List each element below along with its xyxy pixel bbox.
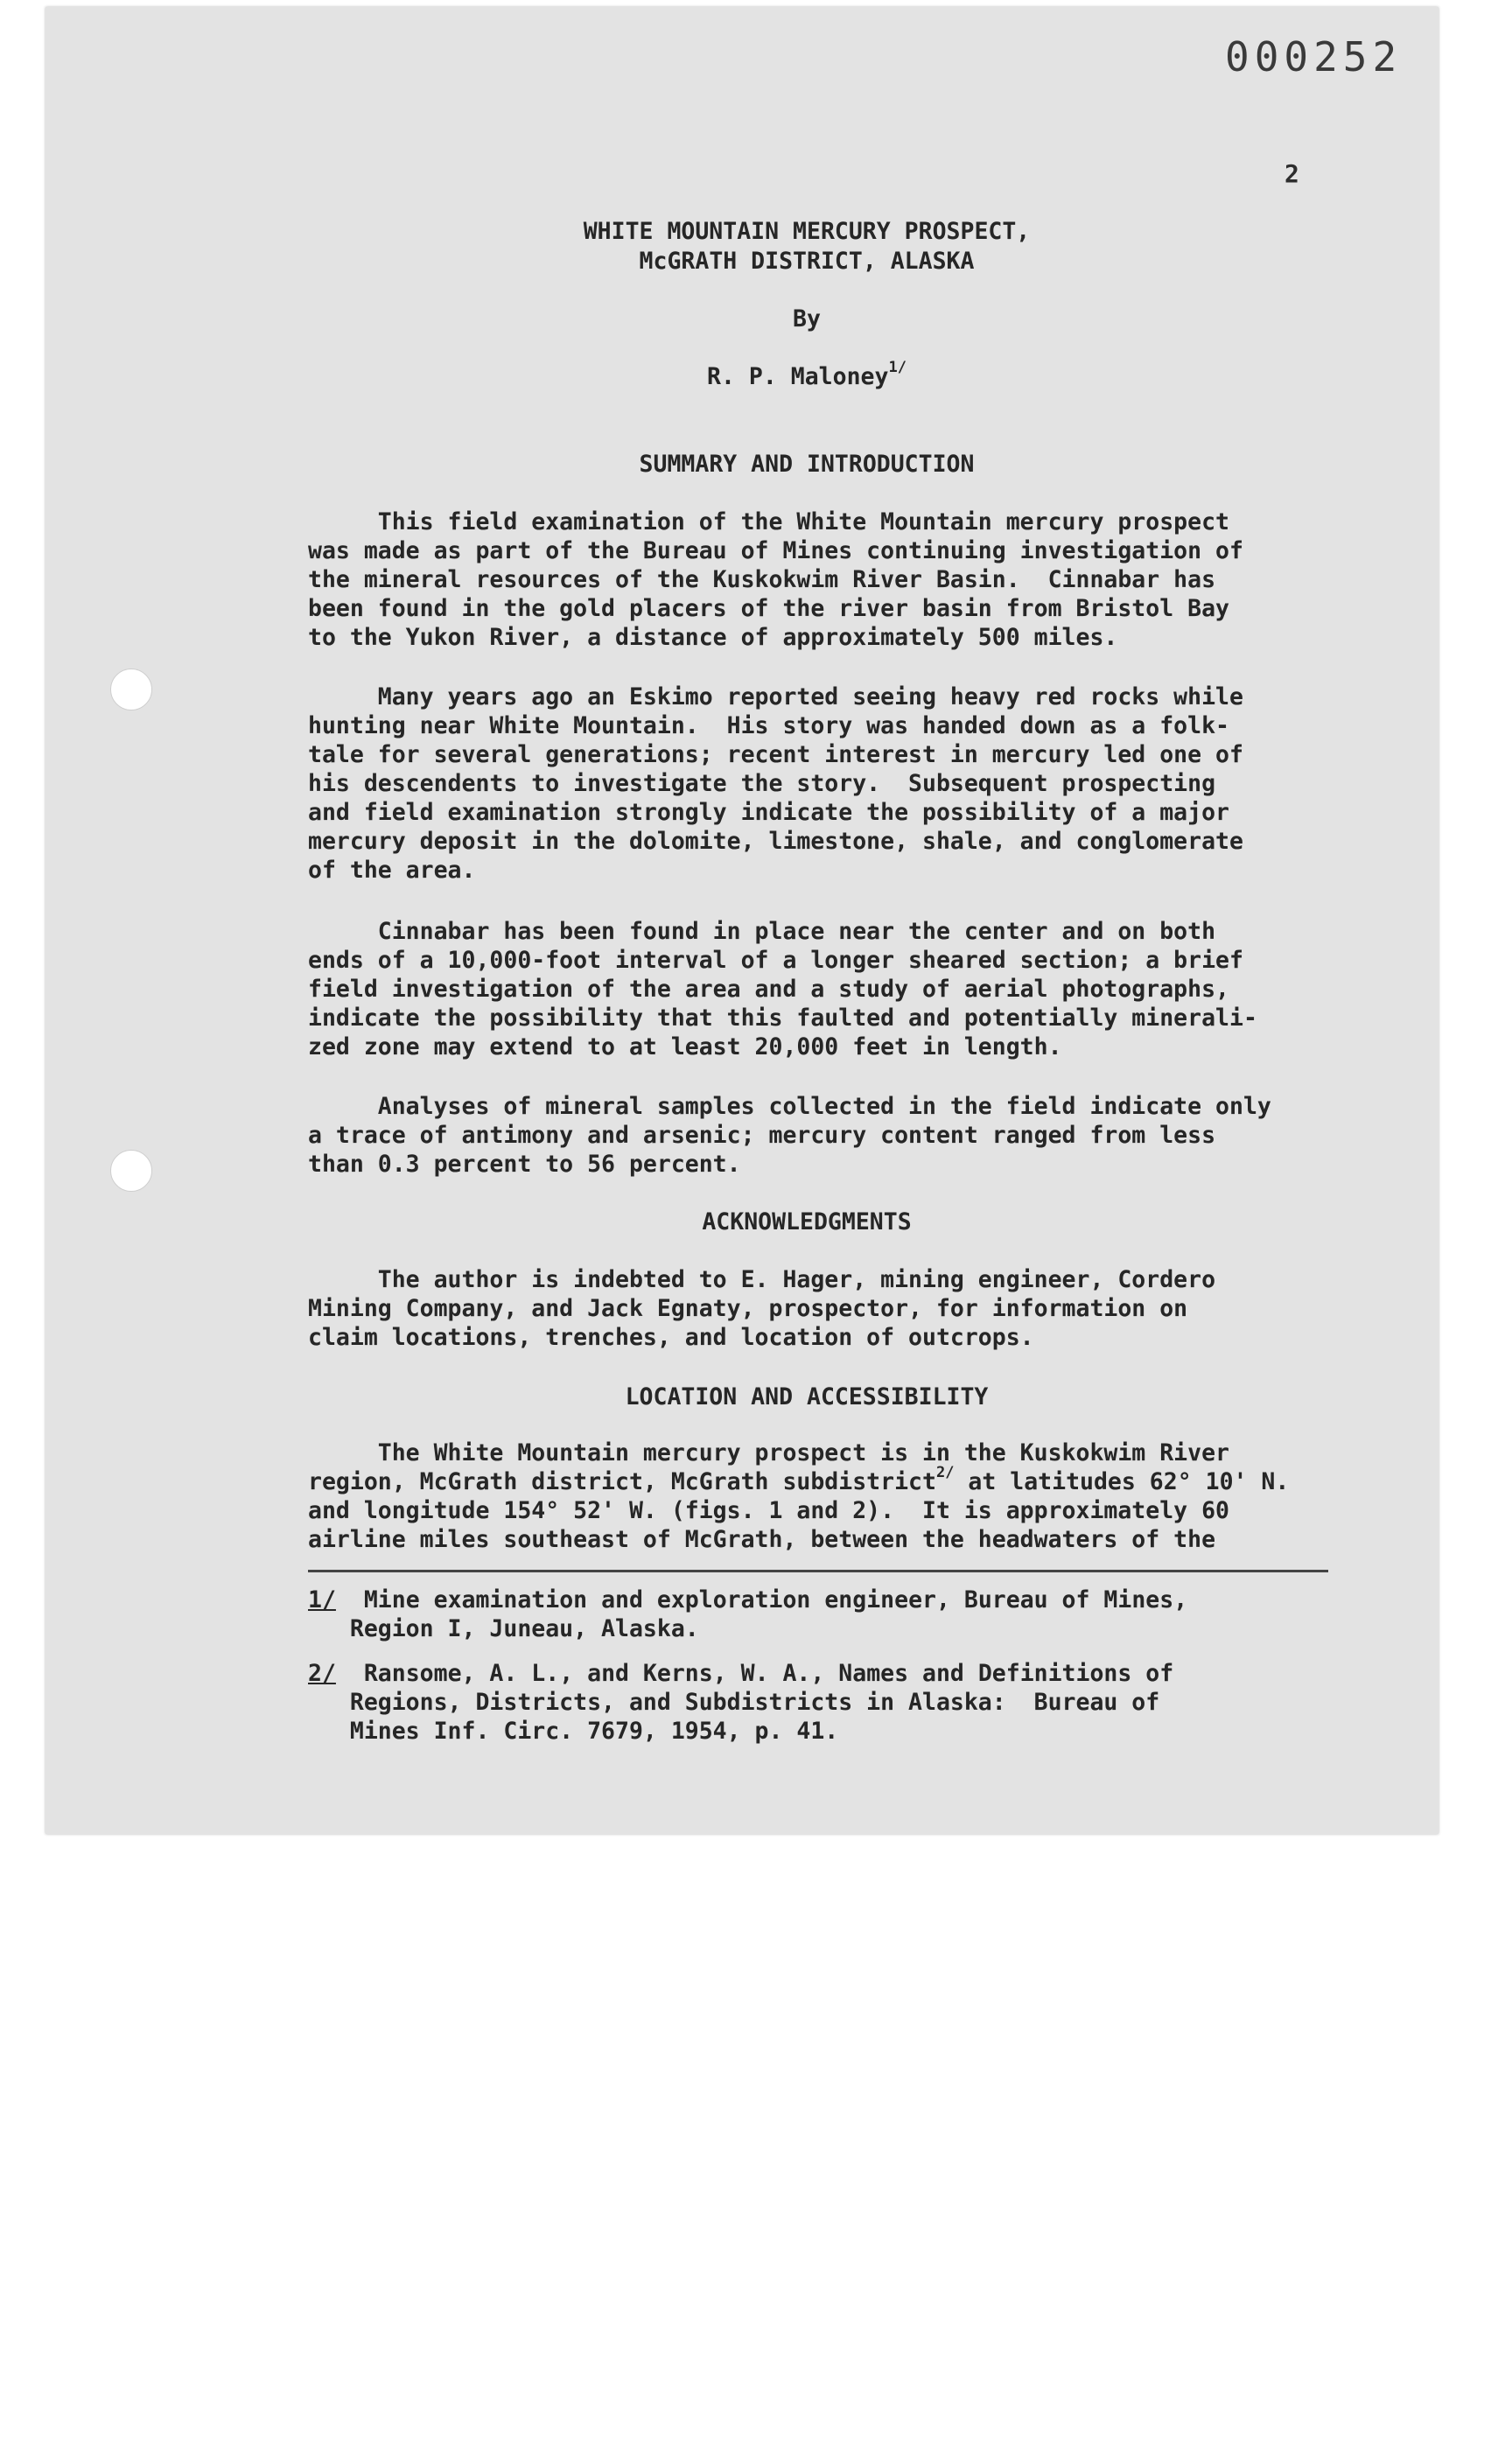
acknowledgments-heading: ACKNOWLEDGMENTS bbox=[702, 1208, 912, 1236]
footnote-1-mark: 1/ bbox=[308, 1586, 336, 1614]
title-line-1: WHITE MOUNTAIN MERCURY PROSPECT, bbox=[583, 218, 1031, 245]
footnote-1 bbox=[308, 1586, 1323, 1643]
punch-hole-top bbox=[110, 668, 152, 710]
footnote-1-text: Mine examination and exploration engineer, Bureau of Mines, Region I, Juneau, Alaska. bbox=[349, 1586, 1188, 1642]
summary-paragraph-3: Cinnabar has been found in place near the center and on both ends of a 10,000-foot interval of a longer sheared section; a brief field investigation of the area and a study of aerial photographs, indicate the possibility that this faulted and potentially minerali- zed zone may extend to at least 20,000 feet in length. bbox=[308, 918, 1257, 1060]
summary-heading: SUMMARY AND INTRODUCTION bbox=[639, 451, 975, 478]
location-paragraph-rest: and longitude 154° 52' W. (figs. 1 and 2). It is approximately 60 airline miles southeast of McGrath, between the headwaters of the bbox=[308, 1497, 1229, 1553]
acknowledgments-paragraph: The author is indebted to E. Hager, mining engineer, Cordero Mining Company, and Jack Egnaty, prospector, for information on claim locations, trenches, and location of outcrops. bbox=[308, 1266, 1216, 1351]
summary-paragraph-4: Analyses of mineral samples collected in the field indicate only a trace of antimony and arsenic; mercury content ranged from less than 0.3 percent to 56 percent. bbox=[308, 1093, 1271, 1178]
document-number: 000252 bbox=[1225, 33, 1403, 80]
punch-hole-bottom bbox=[110, 1150, 152, 1192]
footnote-divider bbox=[308, 1570, 1328, 1572]
summary-paragraph-1: This field examination of the White Mountain mercury prospect was made as part of the Bureau of Mines continuing investigation of the mineral resources of the Kuskokwim River Basin. Cinnabar has been found in the gold placers of the river basin from Bristol Bay to the Yukon River, a distance of approximately 500 miles. bbox=[308, 508, 1243, 651]
footnote-2-mark: 2/ bbox=[308, 1660, 336, 1687]
page-number: 2 bbox=[1284, 159, 1299, 188]
location-line-1: The White Mountain mercury prospect is in the Kuskokwim River bbox=[308, 1439, 1229, 1466]
location-heading: LOCATION AND ACCESSIBILITY bbox=[625, 1383, 989, 1410]
title-line-2: McGRATH DISTRICT, ALASKA bbox=[639, 248, 975, 275]
document-page bbox=[46, 7, 1438, 1834]
author-name: R. P. Maloney bbox=[707, 363, 889, 390]
location-line-2 bbox=[308, 1464, 1340, 1496]
location-line-2-start: region, McGrath district, McGrath subdistrict bbox=[308, 1468, 936, 1495]
location-footnote-mark: 2/ bbox=[935, 1464, 955, 1482]
summary-paragraph-2: Many years ago an Eskimo reported seeing heavy red rocks while hunting near White Mountain. His story was handed down as a folk- tale for several generations; recent interest in mercury led one of his descendents to investigate the story. Subsequent prospecting and field examination strongly indicate the possibility of a major mercury deposit in the dolomite, limestone, shale, and conglomerate of the area. bbox=[308, 683, 1243, 884]
footnote-2 bbox=[308, 1659, 1323, 1746]
footnote-2-text: Ransome, A. L., and Kerns, W. A., Names and Definitions of Regions, Districts, and Subdistricts in Alaska: Bureau of Mines Inf. Circ. 7679, 1954, p. 41. bbox=[349, 1660, 1174, 1745]
byline: By bbox=[793, 305, 821, 332]
author-line bbox=[308, 359, 1306, 391]
location-line-2-end: at latitudes 62° 10' N. bbox=[954, 1468, 1290, 1495]
author-footnote-mark: 1/ bbox=[888, 359, 906, 377]
